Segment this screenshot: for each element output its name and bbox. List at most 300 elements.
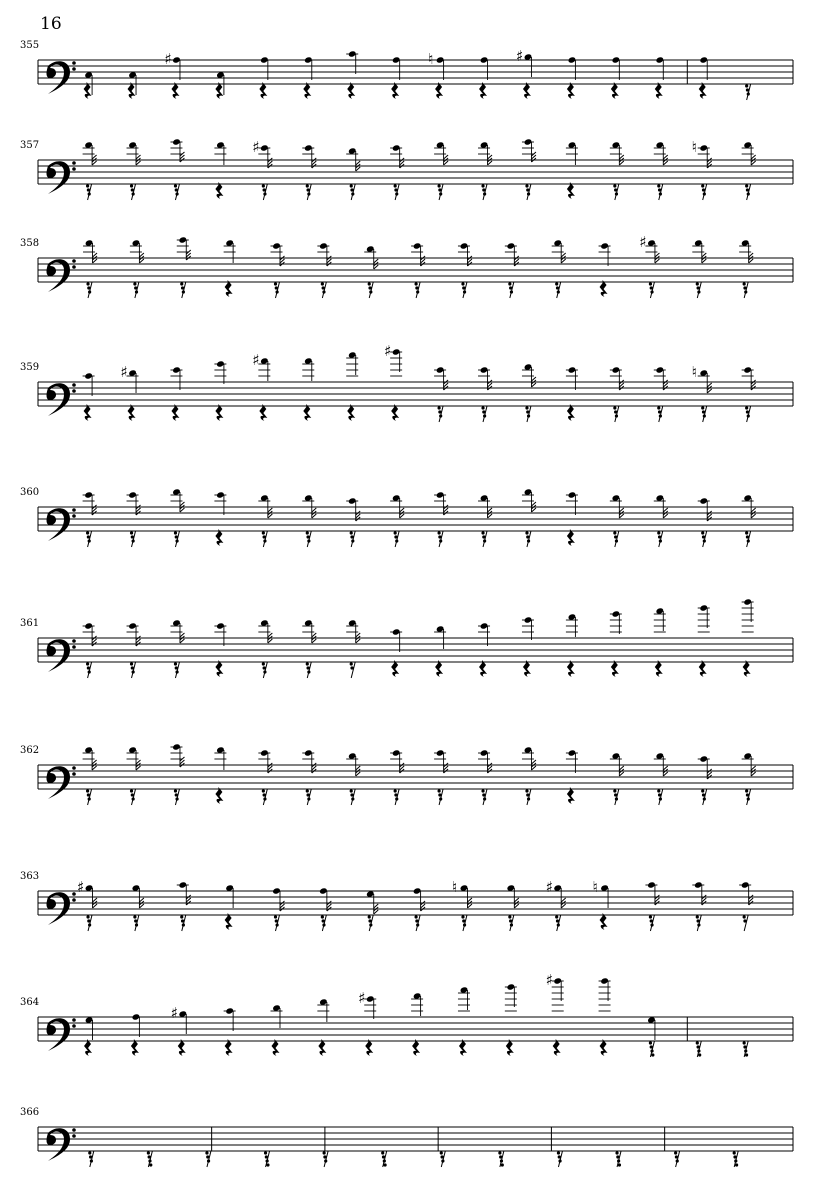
rest-flag	[88, 290, 91, 293]
rest-flag	[526, 410, 529, 413]
note	[384, 342, 402, 376]
note	[214, 491, 226, 515]
rest-flag	[658, 535, 661, 538]
note	[170, 366, 182, 390]
notehead	[260, 56, 269, 63]
rest-flag	[416, 923, 419, 926]
clef-dot	[72, 265, 76, 269]
rest-flag	[135, 923, 138, 926]
page-number: 16	[40, 14, 62, 34]
rest-flag	[350, 662, 353, 665]
rest-flag	[614, 535, 617, 538]
notehead	[84, 491, 93, 498]
measure-number: 355	[20, 40, 40, 51]
clef-dot	[72, 1128, 76, 1132]
clef-dot	[72, 259, 76, 263]
rest-flag	[394, 531, 397, 534]
rest-flag	[659, 414, 662, 417]
rest-flag	[650, 919, 653, 922]
clef-dot	[72, 892, 76, 896]
notehead	[699, 56, 708, 63]
note	[127, 141, 141, 165]
quarter-rest	[259, 404, 267, 421]
notehead	[568, 366, 577, 373]
note	[258, 619, 272, 643]
clef-dot	[72, 645, 76, 649]
rest-flag	[263, 539, 266, 542]
note	[164, 50, 180, 80]
rest-flag	[414, 915, 417, 918]
clef-dot	[72, 898, 76, 902]
sharp-sign: ♯	[545, 971, 553, 989]
rest-flag	[696, 286, 699, 289]
rest-flag	[746, 88, 749, 91]
notehead	[612, 366, 621, 373]
notehead	[216, 360, 225, 367]
rest-flag	[275, 290, 278, 293]
quarter-rest	[412, 1039, 420, 1056]
rest-flag	[134, 919, 137, 922]
notehead	[436, 491, 445, 498]
rest-flag	[131, 535, 134, 538]
quarter-rest	[600, 280, 608, 297]
note	[346, 50, 358, 74]
rest-flag	[175, 797, 178, 800]
note	[252, 138, 272, 168]
rest-flag	[555, 915, 558, 918]
note	[699, 56, 708, 80]
rest-flag	[133, 282, 136, 285]
clef-dot	[72, 167, 76, 171]
rest-flag	[264, 1151, 267, 1154]
rest-flag	[745, 789, 748, 792]
rest-flag	[508, 282, 511, 285]
rest-flag	[87, 535, 90, 538]
notehead	[304, 144, 313, 151]
note	[692, 363, 712, 393]
rest-flag	[747, 797, 750, 800]
rest-flag	[745, 531, 748, 534]
rest-flag	[557, 290, 560, 293]
rest-flag	[135, 290, 138, 293]
rest-flag	[657, 531, 660, 534]
rest-flag	[132, 192, 135, 195]
clef-dot	[72, 639, 76, 643]
note	[317, 998, 329, 1022]
rest-flag	[384, 1163, 387, 1166]
rest-flag	[175, 192, 178, 195]
notehead	[225, 1007, 234, 1014]
natural-sign: ♮	[592, 878, 598, 896]
rest-flag	[133, 915, 136, 918]
notehead	[216, 491, 225, 498]
quarter-rest	[567, 404, 575, 421]
rest-flag	[509, 286, 512, 289]
notehead	[319, 887, 328, 894]
rest-flag	[306, 535, 309, 538]
note	[698, 497, 712, 521]
rest-flag	[525, 531, 528, 534]
rest-flag	[557, 923, 560, 926]
rest-flag	[368, 915, 371, 918]
note	[366, 890, 378, 914]
rest-flag	[650, 923, 653, 926]
quarter-rest	[391, 660, 399, 677]
note	[121, 363, 139, 393]
quarter-rest	[318, 1039, 326, 1056]
notehead	[507, 983, 516, 990]
rest-flag	[481, 406, 484, 409]
rest-flag	[482, 410, 485, 413]
note	[478, 141, 492, 165]
note	[458, 986, 470, 1011]
note	[742, 598, 754, 632]
note	[170, 488, 184, 512]
note	[411, 242, 425, 266]
notehead	[743, 598, 752, 605]
note	[83, 491, 97, 515]
rest-flag	[306, 793, 309, 796]
notehead	[319, 242, 328, 249]
rest-flag	[130, 184, 133, 187]
rest-flag	[306, 531, 309, 534]
notehead	[178, 881, 187, 888]
notehead	[480, 622, 489, 629]
notehead	[260, 749, 269, 756]
note	[698, 755, 712, 779]
notehead	[84, 622, 93, 629]
rest-flag	[350, 666, 353, 669]
notehead	[392, 348, 401, 355]
notehead	[699, 497, 708, 504]
note	[647, 1016, 656, 1040]
system	[20, 743, 793, 805]
rest-flag	[743, 1041, 746, 1044]
rest-flag	[415, 919, 418, 922]
quarter-rest	[611, 660, 619, 677]
note	[654, 494, 668, 518]
notehead	[480, 366, 489, 373]
quarter-rest	[131, 1039, 139, 1056]
rest-flag	[508, 915, 511, 918]
note	[507, 884, 519, 908]
note	[612, 56, 621, 80]
rest-flag	[207, 1159, 210, 1162]
rest-flag	[703, 797, 706, 800]
notehead	[524, 138, 533, 145]
sharp-sign: ♯	[120, 363, 128, 381]
note	[434, 366, 448, 390]
rest-flag	[744, 290, 747, 293]
note	[127, 622, 141, 646]
clef-dot	[72, 161, 76, 165]
rest-flag	[438, 535, 441, 538]
note	[568, 56, 577, 80]
note	[411, 992, 423, 1016]
rest-flag	[743, 915, 746, 918]
measure-number: 361	[20, 618, 40, 629]
rest-flag	[701, 789, 704, 792]
notehead	[436, 56, 445, 63]
quarter-rest	[84, 1039, 92, 1056]
note	[214, 360, 226, 384]
note	[522, 138, 536, 162]
rest-flag	[498, 1151, 501, 1154]
note	[390, 749, 404, 773]
rest-flag	[613, 184, 616, 187]
note	[258, 749, 272, 773]
notehead	[392, 56, 401, 63]
rest-flag	[745, 84, 748, 87]
rest-flag	[746, 535, 749, 538]
note	[654, 607, 666, 632]
note	[552, 239, 566, 263]
note	[302, 144, 316, 168]
rest-flag	[395, 797, 398, 800]
notehead	[128, 622, 137, 629]
note	[85, 1016, 94, 1040]
rest-flag	[263, 797, 266, 800]
rest-flag	[697, 1049, 700, 1052]
rest-flag	[395, 539, 398, 542]
note	[317, 242, 331, 266]
notehead	[568, 56, 577, 63]
note	[177, 881, 191, 905]
note	[610, 494, 624, 518]
rest-flag	[307, 192, 310, 195]
rest-flag	[175, 535, 178, 538]
notehead	[694, 881, 703, 888]
rest-flag	[131, 188, 134, 191]
rest-flag	[733, 1155, 736, 1158]
rest-flag	[556, 919, 559, 922]
notehead	[132, 1013, 141, 1020]
quarter-rest	[567, 787, 575, 804]
rest-flag	[306, 789, 309, 792]
rest-flag	[649, 915, 652, 918]
rest-flag	[745, 184, 748, 187]
rest-flag	[351, 539, 354, 542]
rest-flag	[88, 923, 91, 926]
rest-flag	[499, 1155, 502, 1158]
note	[302, 494, 316, 518]
rest-flag	[324, 1159, 327, 1162]
rest-flag	[556, 286, 559, 289]
rest-flag	[659, 797, 662, 800]
note	[654, 752, 668, 776]
note	[346, 351, 358, 376]
note	[132, 884, 144, 908]
rest-flag	[557, 1151, 560, 1154]
rest-flag	[615, 1151, 618, 1154]
rest-flag	[323, 1155, 326, 1158]
note	[692, 881, 706, 905]
notehead	[612, 56, 621, 63]
rest-flag	[439, 797, 442, 800]
notehead	[304, 749, 313, 756]
rest-flag	[462, 919, 465, 922]
clef-dot	[72, 1134, 76, 1138]
rest-flag	[87, 919, 90, 922]
rest-flag	[351, 192, 354, 195]
notehead	[304, 56, 313, 63]
rest-flag	[697, 290, 700, 293]
rest-flag	[659, 539, 662, 542]
note	[522, 616, 534, 640]
rest-flag	[174, 184, 177, 187]
rest-flag	[696, 1041, 699, 1044]
notehead	[568, 749, 577, 756]
rest-flag	[369, 290, 372, 293]
note	[346, 752, 360, 776]
note	[214, 746, 226, 770]
sharp-sign: ♯	[384, 342, 392, 360]
rest-flag	[650, 286, 653, 289]
rest-flag	[481, 184, 484, 187]
rest-flag	[206, 1155, 209, 1158]
system	[20, 487, 793, 547]
rest-flag	[322, 919, 325, 922]
natural-sign: ♮	[691, 138, 698, 156]
rest-flag	[306, 184, 309, 187]
rest-flag	[501, 1163, 504, 1166]
rest-flag	[698, 1053, 701, 1056]
rest-flag	[526, 188, 529, 191]
note	[304, 56, 313, 80]
quarter-rest	[215, 787, 223, 804]
note	[214, 141, 226, 165]
rest-flag	[350, 188, 353, 191]
rest-flag	[175, 188, 178, 191]
quarter-rest	[699, 82, 707, 99]
rest-flag	[180, 282, 183, 285]
notehead	[699, 604, 708, 611]
note	[434, 141, 448, 165]
note	[546, 971, 564, 1011]
notehead	[366, 995, 375, 1002]
note	[346, 147, 360, 171]
rest-flag	[182, 923, 185, 926]
note	[478, 494, 492, 518]
note	[480, 56, 489, 80]
quarter-rest	[699, 660, 707, 677]
note	[593, 878, 609, 908]
rest-flag	[615, 192, 618, 195]
notehead	[480, 56, 489, 63]
rest-flag	[369, 923, 372, 926]
natural-sign: ♮	[428, 50, 434, 68]
rest-flag	[483, 414, 486, 417]
rest-flag	[510, 923, 513, 926]
notehead	[272, 887, 281, 894]
rest-flag	[266, 1159, 269, 1162]
rest-flag	[657, 406, 660, 409]
rest-flag	[148, 1155, 151, 1158]
notehead	[741, 881, 750, 888]
quarter-rest	[271, 1039, 279, 1056]
note	[130, 239, 144, 263]
note	[434, 749, 448, 773]
rest-flag	[394, 184, 397, 187]
rest-flag	[149, 1163, 152, 1166]
rest-flag	[414, 282, 417, 285]
quarter-rest	[553, 1039, 561, 1056]
note	[302, 357, 314, 381]
note	[225, 884, 234, 908]
rest-flag	[416, 290, 419, 293]
rest-flag	[437, 531, 440, 534]
rest-flag	[659, 192, 662, 195]
rest-flag	[509, 919, 512, 922]
rest-flag	[262, 531, 265, 534]
note	[610, 141, 624, 165]
notehead	[172, 56, 181, 63]
note	[505, 983, 517, 1011]
quarter-rest	[171, 404, 179, 421]
rest-flag	[745, 1053, 748, 1056]
note	[478, 749, 492, 773]
rest-flag	[134, 286, 137, 289]
rest-flag	[746, 410, 749, 413]
rest-flag	[368, 919, 371, 922]
rest-flag	[131, 666, 134, 669]
note	[132, 1013, 141, 1037]
notehead	[612, 610, 621, 617]
rest-flag	[525, 789, 528, 792]
quarter-rest	[479, 82, 487, 99]
rest-flag	[618, 1163, 621, 1166]
rest-flag	[657, 789, 660, 792]
rest-flag	[743, 282, 746, 285]
rest-flag	[614, 188, 617, 191]
sharp-sign: ♯	[164, 50, 172, 68]
rest-flag	[650, 1045, 653, 1048]
rest-flag	[658, 188, 661, 191]
quarter-rest	[600, 913, 608, 930]
rest-flag	[481, 531, 484, 534]
rest-flag	[525, 184, 528, 187]
rest-flag	[395, 192, 398, 195]
notehead	[348, 50, 357, 57]
notehead	[600, 977, 609, 984]
rest-flag	[615, 797, 618, 800]
quarter-rest	[171, 82, 179, 99]
rest-flag	[696, 919, 699, 922]
rest-flag	[527, 414, 530, 417]
measure-number: 364	[20, 997, 40, 1008]
rest-flag	[613, 531, 616, 534]
note	[364, 245, 378, 269]
rest-flag	[527, 539, 530, 542]
notehead	[436, 749, 445, 756]
quarter-rest	[365, 1039, 373, 1056]
measure-number: 357	[20, 140, 40, 151]
notehead	[656, 366, 665, 373]
notehead	[172, 366, 181, 373]
rest-flag	[616, 1155, 619, 1158]
quarter-rest	[215, 660, 223, 677]
rest-flag	[86, 282, 89, 285]
quarter-rest	[259, 82, 267, 99]
note	[302, 749, 316, 773]
rest-flag	[483, 797, 486, 800]
notehead	[647, 881, 656, 888]
rest-flag	[174, 531, 177, 534]
rest-flag	[438, 410, 441, 413]
rest-flag	[381, 1151, 384, 1154]
rest-flag	[701, 184, 704, 187]
measure-number: 362	[20, 745, 40, 756]
